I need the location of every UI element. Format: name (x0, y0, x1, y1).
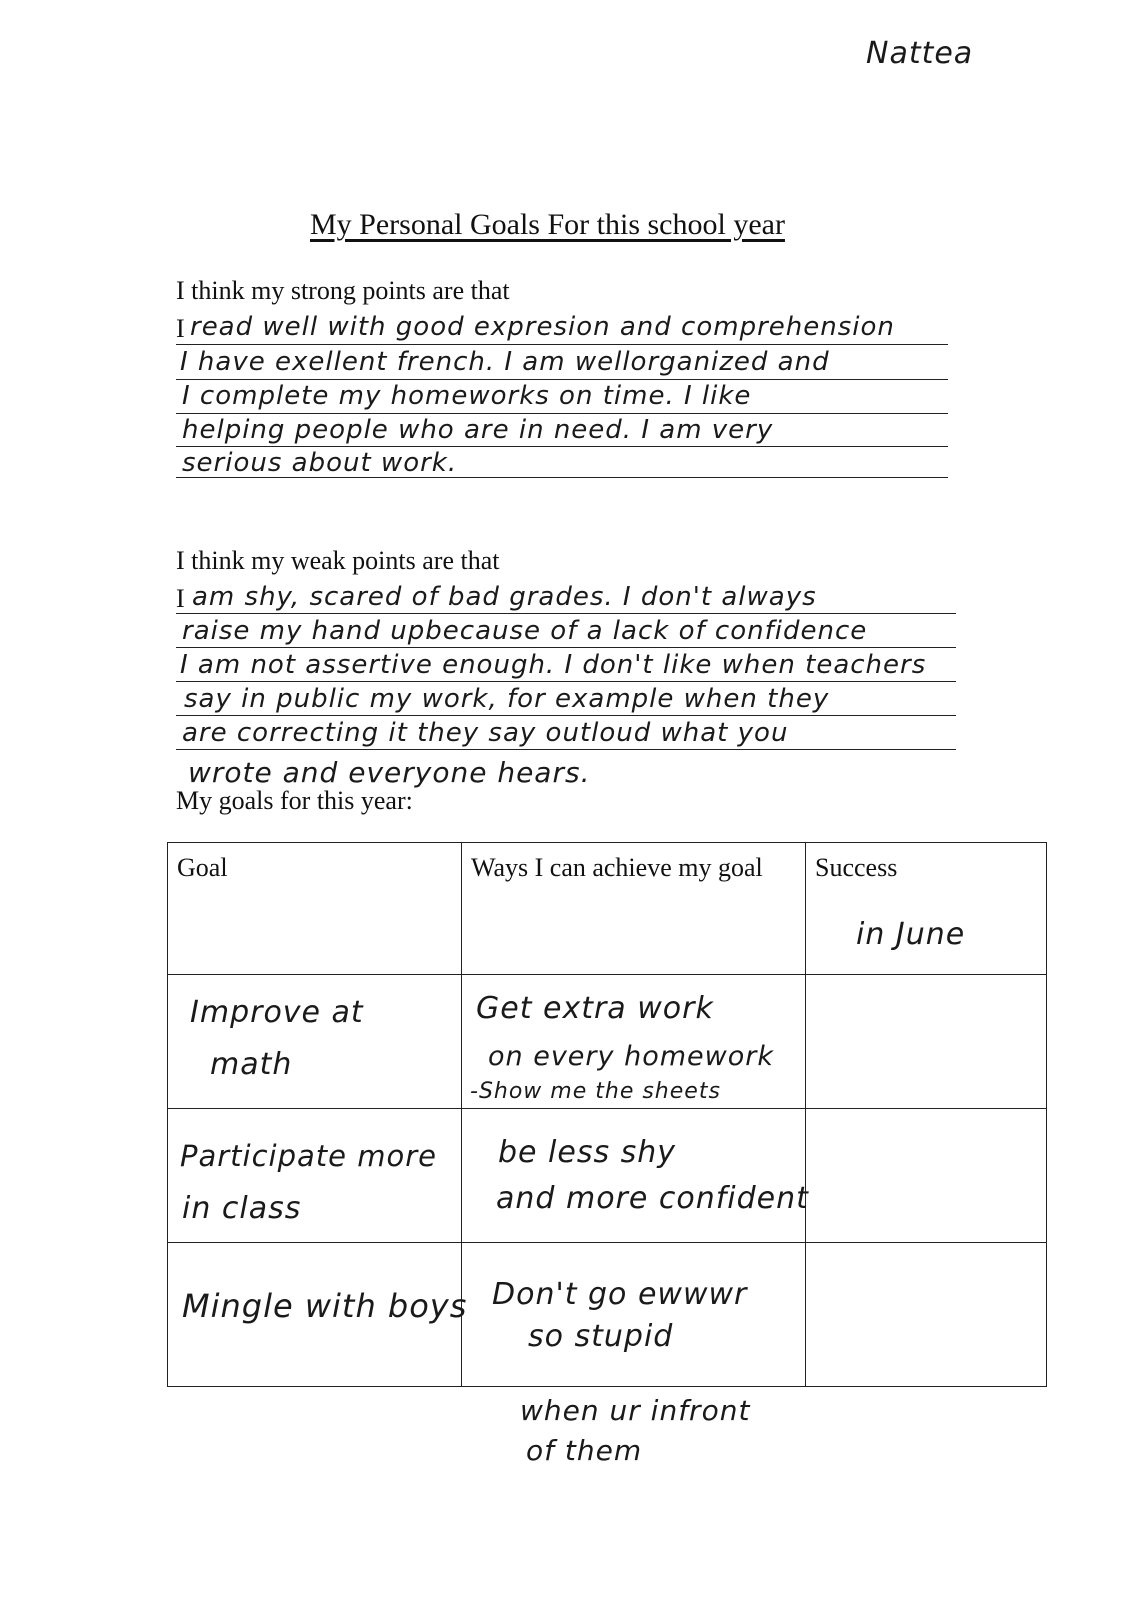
strong-line-5: serious about work. (182, 448, 458, 478)
answer-line (176, 477, 948, 478)
success-header-cell (806, 843, 1047, 975)
ways-header: Ways I can achieve my goal (471, 853, 763, 882)
goal-text-2a: Participate more (180, 1139, 437, 1173)
goals-table (167, 842, 1047, 1387)
ways-text-2a: be less shy (498, 1135, 677, 1170)
ways-text-3a: Don't go ewwwr (492, 1277, 748, 1312)
answer-line (176, 446, 948, 447)
ways-cell (462, 975, 806, 1109)
weak-line-1: am shy, scared of bad grades. I don't always (192, 582, 817, 612)
student-name: Nattea (866, 36, 974, 71)
goal-text-1b: math (210, 1047, 293, 1082)
success-cell (806, 1243, 1047, 1387)
goal-header-cell (168, 843, 462, 975)
ways-header-cell (462, 843, 806, 975)
answer-line (176, 647, 956, 648)
ways-text-3b: so stupid (528, 1319, 674, 1354)
answer-line (176, 413, 948, 414)
ways-text-1c: -Show me the sheets (470, 1079, 721, 1104)
weak-points-prompt: I think my weak points are that (176, 546, 500, 575)
goal-text-3: Mingle with boys (182, 1287, 468, 1325)
goal-text-1a: Improve at (190, 995, 364, 1030)
ways-cell (462, 1243, 806, 1387)
table-row (168, 975, 1047, 1109)
ways-text-1a: Get extra work (476, 991, 714, 1026)
goal-cell (168, 975, 462, 1109)
answer-line (176, 715, 956, 716)
ways-cell (462, 1109, 809, 1243)
table-row (168, 1243, 1047, 1387)
success-note: in June (856, 917, 966, 952)
strong-line-1: read well with good expresion and comprehension (190, 312, 895, 342)
answer-line (176, 613, 956, 614)
below-table-line-1: when ur infront (520, 1394, 751, 1427)
goals-prompt: My goals for this year: (176, 786, 413, 815)
success-header: Success (815, 853, 898, 882)
answer-line (176, 379, 948, 380)
success-cell (806, 975, 1047, 1109)
strong-line-4: helping people who are in need. I am very (182, 415, 774, 445)
table-header-row (168, 843, 1047, 975)
answer-line (176, 344, 948, 345)
table-row (168, 1109, 1047, 1243)
strong-points-lead: I (176, 314, 185, 343)
strong-line-3: I complete my homeworks on time. I like (182, 381, 752, 411)
answer-line (176, 681, 956, 682)
page-title: My Personal Goals For this school year (310, 208, 785, 241)
weak-line-3: I am not assertive enough. I don't like when teachers (180, 650, 927, 680)
weak-points-lead: I (176, 584, 185, 613)
goal-text-2b: in class (182, 1191, 302, 1226)
goal-header: Goal (177, 853, 228, 882)
ways-text-1b: on every homework (488, 1041, 774, 1072)
success-cell (806, 1109, 1047, 1243)
weak-line-4: say in public my work, for example when they (184, 684, 830, 714)
weak-line-6: wrote and everyone hears. (188, 756, 591, 789)
answer-line (176, 749, 956, 750)
ways-text-2b: and more confident (496, 1181, 809, 1216)
strong-points-prompt: I think my strong points are that (176, 276, 510, 305)
goal-cell (168, 1109, 462, 1243)
below-table-line-2: of them (526, 1434, 643, 1467)
weak-line-5: are correcting it they say outloud what you (182, 718, 789, 748)
strong-line-2: I have exellent french. I am wellorganized and (180, 347, 830, 377)
weak-line-2: raise my hand upbecause of a lack of confidence (182, 616, 868, 646)
goal-cell (168, 1243, 468, 1387)
